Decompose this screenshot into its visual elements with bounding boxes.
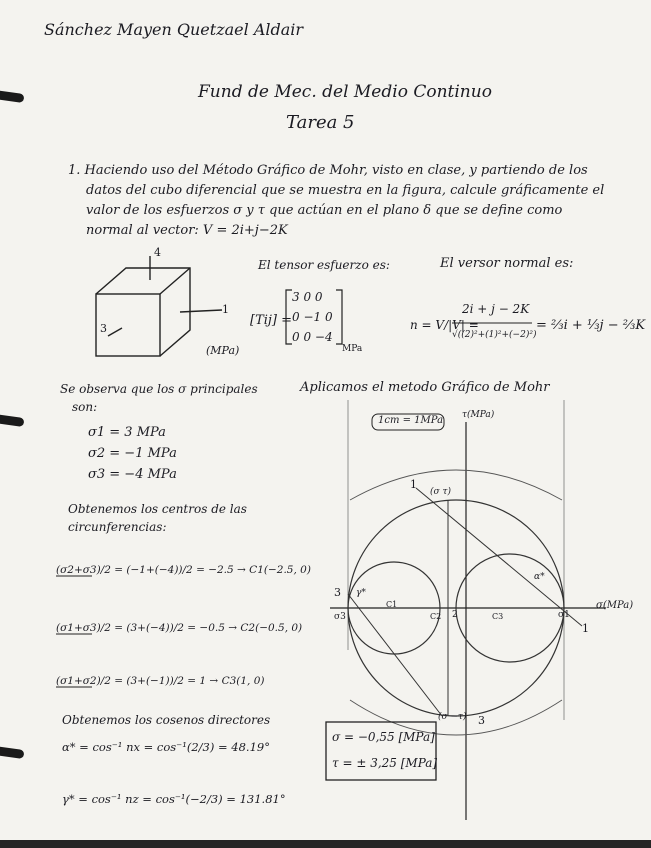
label-1-right: 1 [582, 622, 589, 635]
versor-intro: El versor normal es: [440, 256, 574, 271]
cosine-alpha: α* = cos⁻¹ nx = cos⁻¹(2/3) = 48.19° [62, 740, 270, 754]
tensor-brackets [286, 290, 342, 344]
sigma-axis-label: σ(MPa) [596, 600, 634, 611]
page-bottom-edge [0, 840, 651, 848]
alpha-angle-label: α* [534, 572, 545, 582]
cube-label-left: 3 [100, 322, 107, 335]
cube-units: (MPa) [206, 344, 240, 357]
label-3-bottom: 3 [478, 714, 485, 727]
principal-sigma-3: σ3 = −4 MPa [88, 467, 177, 482]
construction-lines [348, 488, 582, 716]
tensor-row-1: 3 0 0 [292, 290, 323, 304]
sigma3-label: σ3 [334, 612, 346, 622]
problem-line-2: datos del cubo diferencial que se muestra en la figura, calcule gráficamente el [86, 183, 605, 198]
center-c1: (σ2+σ3)/2 = (−1+(−4))/2 = −2.5 → C1(−2.5, 0) [56, 564, 311, 576]
tensor-units: MPa [342, 344, 363, 354]
centers-intro-1: Obtenemos los centros de las [68, 502, 247, 516]
point-top-label: (σ τ) [430, 487, 452, 497]
tau-axis-label: τ(MPa) [462, 410, 495, 420]
center-c3: (σ1+σ2)/2 = (3+(−1))/2 = 1 → C3(1, 0) [56, 675, 265, 687]
versor-denominator: √((2)²+(1)²+(−2)²) [452, 330, 537, 340]
versor-result: = ⅔i + ⅓j − ⅔K [536, 318, 646, 333]
cosine-gamma: γ* = cos⁻¹ nz = cos⁻¹(−2/3) = 131.81° [62, 792, 286, 806]
problem-line-1: 1. Haciendo uso del Método Gráfico de Mohr, visto en clase, y partiendo de los [68, 163, 588, 178]
principal-sigma-2: σ2 = −1 MPa [88, 446, 177, 461]
c1-label: C1 [386, 600, 398, 609]
tensor-intro: El tensor esfuerzo es: [258, 258, 390, 272]
mohr-title: Aplicamos el metodo Gráfico de Mohr [300, 380, 550, 395]
principal-intro-1: Se observa que los σ principales [60, 382, 258, 396]
label-3-left: 3 [334, 586, 341, 599]
result-tau: τ = ± 3,25 [MPa] [332, 756, 438, 770]
problem-line-4: normal al vector: V = 2i+j−2K [86, 223, 288, 238]
centers-intro-2: circunferencias: [68, 520, 167, 534]
problem-line-3: valor de los esfuerzos σ y τ que actúan en el plano δ que se define como [86, 203, 563, 218]
c3-label: C3 [492, 612, 504, 621]
cosines-intro: Obtenemos los cosenos directores [62, 713, 271, 727]
tensor-row-2: 0 −1 0 [292, 310, 333, 324]
principal-intro-2: son: [72, 400, 98, 414]
versor-numerator: 2i + j − 2K [462, 302, 530, 316]
construction-arc-top [350, 470, 562, 500]
sigma1-label: σ1 [558, 610, 570, 620]
author-name: Sánchez Mayen Quetzael Aldair [44, 20, 304, 39]
gamma-angle-label: γ* [356, 588, 366, 598]
tensor-row-3: 0 0 −4 [292, 330, 333, 344]
differential-cube [96, 256, 222, 356]
cube-label-top: 4 [154, 246, 161, 259]
cube-label-right: 1 [222, 303, 229, 316]
course-title: Fund de Mec. del Medio Continuo [198, 82, 492, 102]
tensor-symbol: [Tij] = [250, 313, 293, 328]
versor-lhs: n = V/|V| = [410, 318, 479, 332]
assignment-title: Tarea 5 [286, 112, 355, 133]
point-bottom-label: (σ −τ) [438, 712, 467, 722]
label-1-top: 1 [410, 478, 417, 491]
center-fraction-bars [56, 576, 92, 687]
label-2: 2 [452, 610, 458, 620]
mohr-scale: 1cm = 1MPa [378, 415, 444, 426]
principal-sigma-1: σ1 = 3 MPa [88, 425, 166, 440]
center-c2: (σ1+σ3)/2 = (3+(−4))/2 = −0.5 → C2(−0.5, 0) [56, 622, 303, 634]
c2-label: C2 [430, 612, 442, 621]
result-sigma: σ = −0,55 [MPa] [332, 730, 435, 744]
